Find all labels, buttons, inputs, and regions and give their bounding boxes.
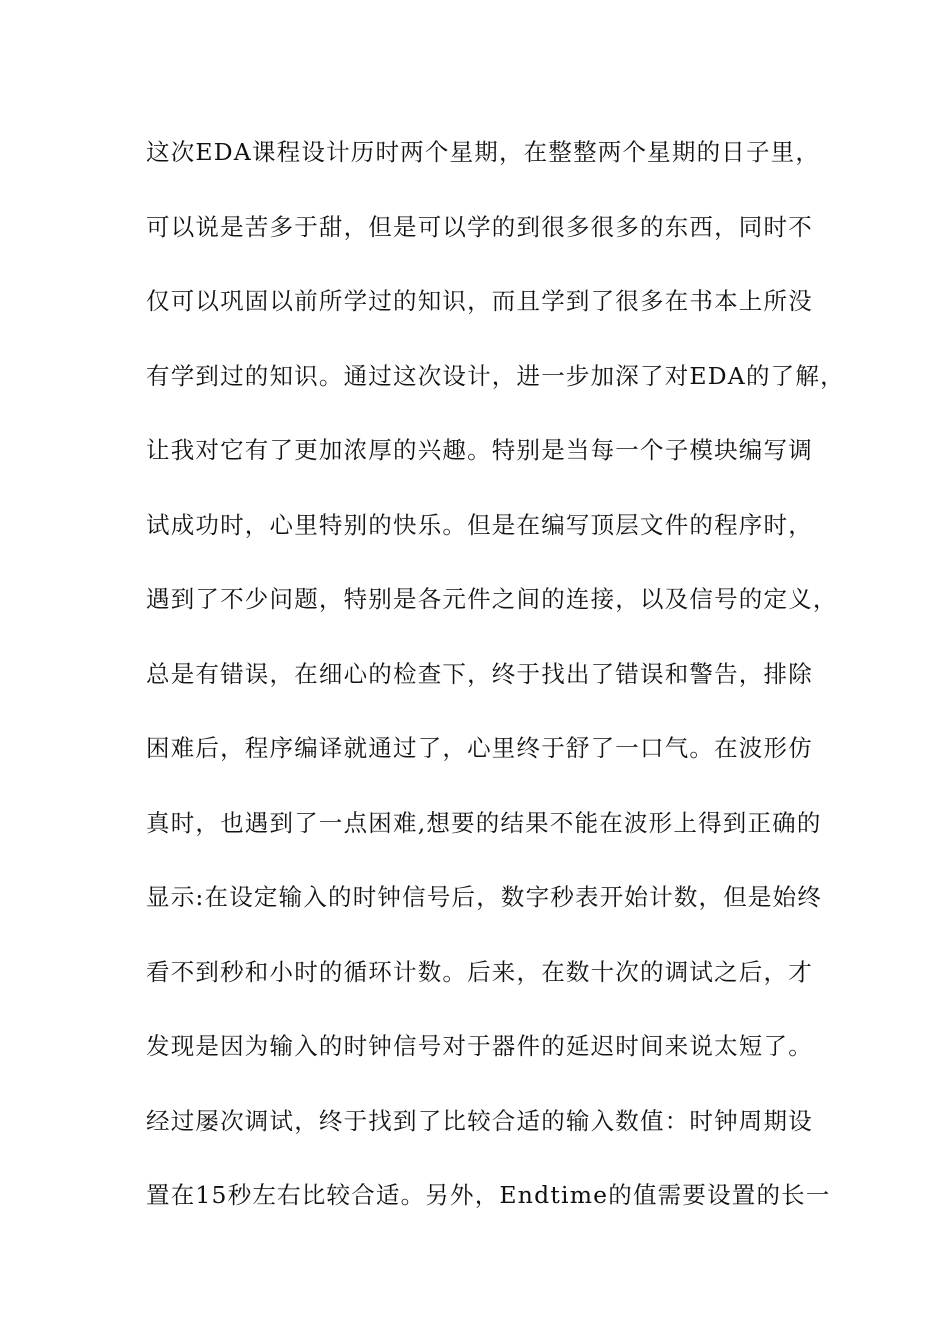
- text-line: 真时，也遇到了一点困难,想要的结果不能在波形上得到正确的: [146, 808, 822, 837]
- text-line: 看不到秒和小时的循环计数。后来，在数十次的调试之后，才: [146, 957, 813, 986]
- text-line: 可以说是苦多于甜，但是可以学的到很多很多的东西，同时不: [146, 212, 813, 241]
- body-text: [146, 132, 845, 1250]
- text-line: 发现是因为输入的时钟信号对于器件的延迟时间来说太短了。: [146, 1032, 813, 1060]
- text-line: 困难后，程序编译就通过了，心里终于舒了一口气。在波形仿: [146, 734, 813, 762]
- text-line: 置在15秒左右比较合适。另外，Endtime的值需要设置的长一: [146, 1181, 831, 1209]
- text-line: 仅可以巩固以前所学过的知识，而且学到了很多在书本上所没: [146, 287, 813, 315]
- text-line: 遇到了不少问题，特别是各元件之间的连接，以及信号的定义，: [146, 585, 838, 613]
- text-line: 经过屡次调试，终于找到了比较合适的输入数值：时钟周期设: [146, 1106, 813, 1135]
- text-line: 试成功时，心里特别的快乐。但是在编写顶层文件的程序时，: [146, 510, 813, 539]
- text-line: 让我对它有了更加浓厚的兴趣。特别是当每一个子模块编写调: [146, 436, 813, 464]
- text-line: 有学到过的知识。通过这次设计，进一步加深了对EDA的了解，: [146, 361, 845, 390]
- text-line: 这次EDA课程设计历时两个星期，在整整两个星期的日子里，: [146, 138, 821, 166]
- text-line: 显示:在设定输入的时钟信号后，数字秒表开始计数，但是始终: [146, 883, 823, 911]
- text-line: 总是有错误，在细心的检查下，终于找出了错误和警告，排除: [146, 659, 813, 688]
